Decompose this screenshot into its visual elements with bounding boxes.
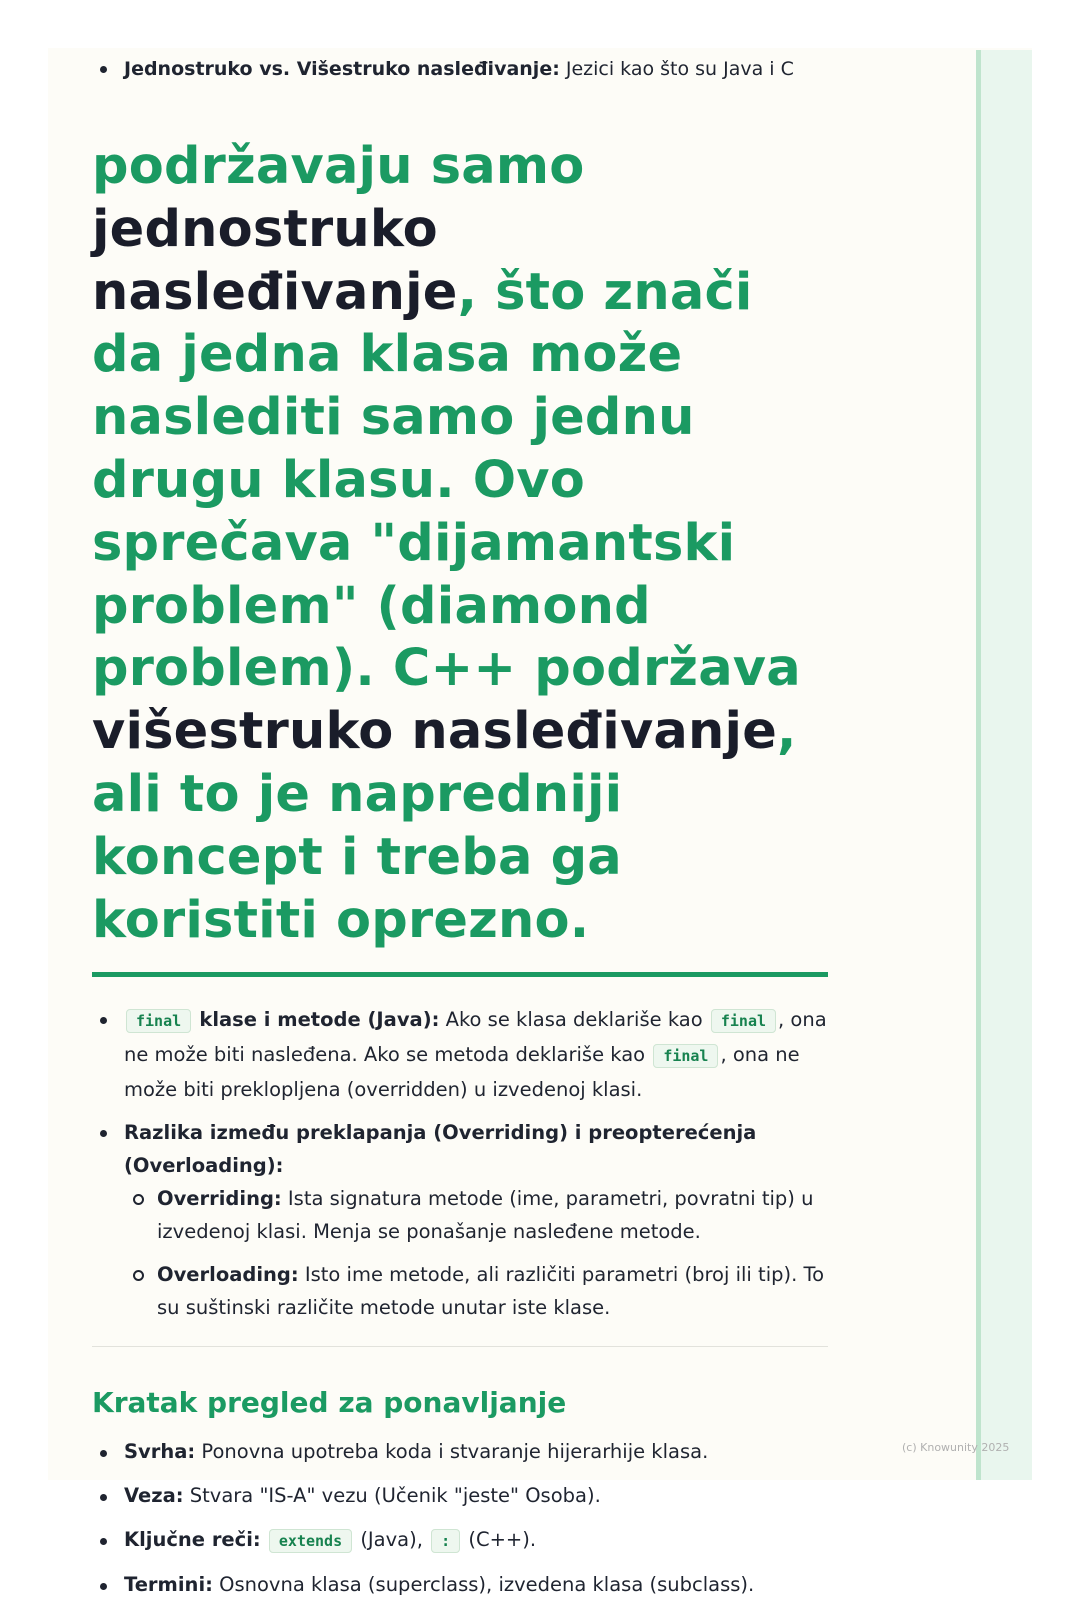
highlight-term: višestruko nasleđivanje: [92, 702, 777, 762]
summary-item: [92, 1568, 832, 1602]
item-text: , ona ne može biti preklopljena (overridden) u izvedenoj klasi.: [124, 1043, 800, 1102]
sub-item-label: Overriding:: [157, 1187, 282, 1211]
grey-divider: [92, 1346, 828, 1347]
item-label: Ključne reči:: [124, 1528, 261, 1552]
item-text: (Java),: [360, 1528, 423, 1552]
highlight-paragraph: [92, 136, 832, 952]
highlight-text: , što znači da jedna klasa može naslediti samo jednu drugu klasu. Ovo sprečava "dijamantski problem" (diamond problem). C++ podržava: [92, 262, 801, 699]
item-text: Osnovna klasa (superclass), izvedena klasa (subclass).: [219, 1573, 755, 1597]
section-heading: Kratak pregled za ponavljanje: [92, 1386, 567, 1420]
sub-item-overriding: [124, 1182, 832, 1248]
item-text: Stvara "IS-A" vezu (Učenik "jeste" Osoba).: [189, 1484, 601, 1508]
sub-item-label: Overloading:: [157, 1263, 299, 1287]
list-item: [92, 54, 832, 84]
copyright-footer: (c) Knowunity 2025: [902, 1441, 1010, 1454]
highlight-text: podržavaju samo: [92, 137, 585, 196]
item-label: Jednostruko vs. Višestruko nasleđivanje:: [124, 58, 560, 80]
document-content: [92, 54, 832, 1612]
item-label: Razlika između preklapanja (Overriding) i preopterećenja (Overloading):: [124, 1121, 757, 1178]
item-text: Ako se klasa deklariše kao: [445, 1008, 703, 1032]
summary-item: [92, 1479, 832, 1513]
sub-item-text: Isto ime metode, ali različiti parametri (broj ili tip). To su suštinski različite metode unutar iste klase.: [157, 1263, 825, 1320]
highlight-text: , ali to je napredniji koncept i treba ga koristiti oprezno.: [92, 702, 797, 950]
item-label: Svrha:: [124, 1440, 196, 1464]
side-stripe: [976, 50, 1032, 1480]
item-text: Jezici kao što su Java i C: [565, 58, 794, 80]
item-label: Termini:: [124, 1573, 213, 1597]
details-list: [92, 1003, 832, 1324]
list-item-difference: [92, 1116, 832, 1324]
code-final: final: [653, 1044, 718, 1068]
green-divider: [92, 972, 828, 977]
intro-list: [92, 54, 832, 84]
list-item-final: [92, 1003, 832, 1106]
item-label: Veza:: [124, 1484, 184, 1508]
summary-item: [92, 1523, 832, 1558]
item-text: , ona ne može biti nasleđena. Ako se metoda deklariše kao: [124, 1008, 827, 1067]
sub-item-text: Ista signatura metode (ime, parametri, povratni tip) u izvedenoj klasi. Menja se ponašanje nasleđene metode.: [157, 1187, 814, 1244]
code-extends: extends: [269, 1529, 352, 1553]
sub-item-overloading: [124, 1258, 832, 1324]
summary-list: [92, 1435, 832, 1602]
sub-list: [124, 1182, 832, 1324]
code-colon: :: [431, 1529, 460, 1553]
item-text: (C++).: [468, 1528, 537, 1552]
item-label: klase i metode (Java):: [199, 1008, 440, 1032]
highlight-term: jednostruko nasleđivanje: [92, 199, 458, 322]
code-final: final: [711, 1009, 776, 1033]
summary-item: [92, 1435, 832, 1469]
item-text: Ponovna upotreba koda i stvaranje hijerarhije klasa.: [201, 1440, 709, 1464]
code-final: final: [126, 1009, 191, 1033]
